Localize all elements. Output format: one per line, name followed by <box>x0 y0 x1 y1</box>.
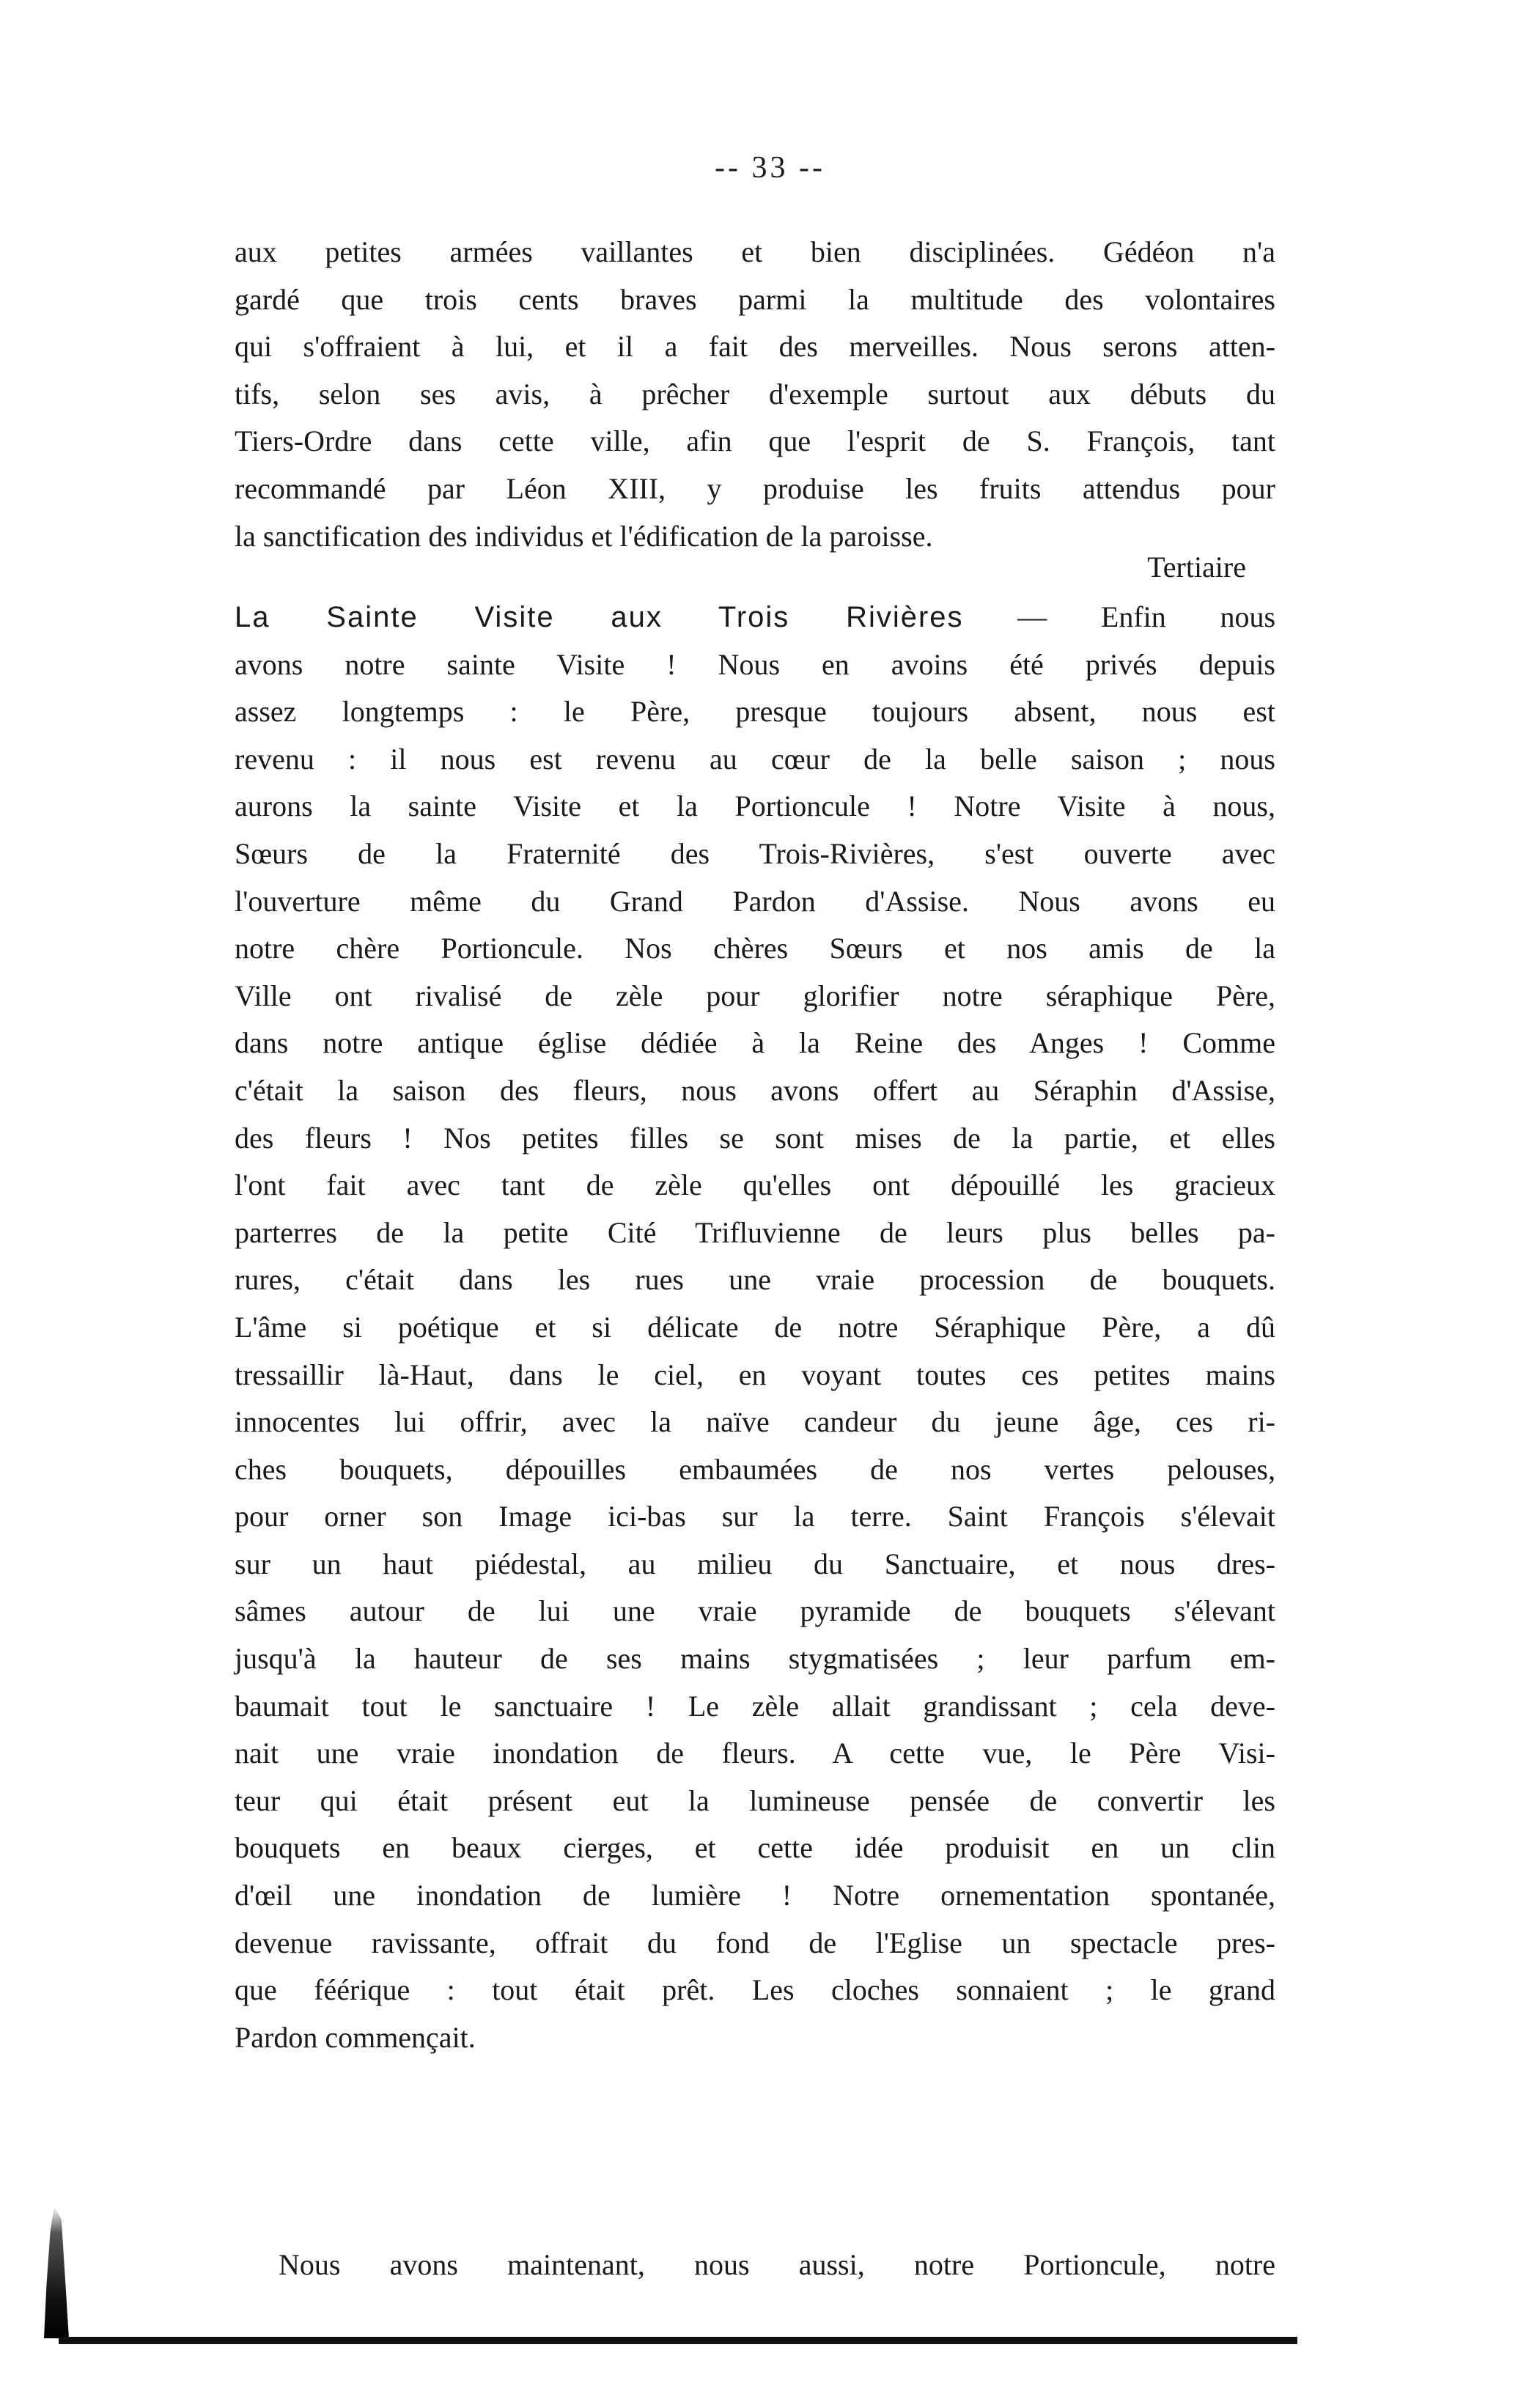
text-line: gardé que trois cents braves parmi la multitude des volontaires <box>235 282 1275 316</box>
text-line: Tiers-Ordre dans cette ville, afin que l'esprit de S. François, tant <box>235 424 1275 458</box>
text-line: assez longtemps : le Père, presque toujours absent, nous est <box>235 695 1275 729</box>
text-fragment: — Enfin nous <box>1017 600 1276 633</box>
text-line: l'ont fait avec tant de zèle qu'elles ont dépouillé les gracieux <box>235 1168 1275 1202</box>
text-line: ches bouquets, dépouilles embaumées de nos vertes pelouses, <box>235 1452 1275 1486</box>
text-line: pour orner son Image ici-bas sur la terre. Saint François s'élevait <box>235 1500 1275 1533</box>
text-line: dans notre antique église dédiée à la Reine des Anges ! Comme <box>235 1026 1275 1060</box>
text-line: l'ouverture même du Grand Pardon d'Assise. Nous avons eu <box>235 884 1275 918</box>
text-line: notre chère Portioncule. Nos chères Sœurs et nos amis de la <box>235 932 1275 965</box>
text-line: revenu : il nous est revenu au cœur de la belle saison ; nous <box>235 742 1275 776</box>
scan-artifact <box>44 2206 69 2338</box>
text-line: parterres de la petite Cité Trifluvienne de leurs plus belles pa- <box>235 1215 1275 1249</box>
paragraph-portioncule <box>235 2242 1275 2289</box>
page-bottom-rule <box>59 2337 1297 2344</box>
text-line: recommandé par Léon XIII, y produise les fruits attendus pour <box>235 471 1275 505</box>
text-line: bouquets en beaux cierges, et cette idée produisit en un clin <box>235 1831 1275 1865</box>
text-line: la sanctification des individus et l'édification de la paroisse. <box>235 519 933 553</box>
text-line: sâmes autour de lui une vraie pyramide de bouquets s'élevant <box>235 1594 1275 1628</box>
text-line: nait une vraie inondation de fleurs. A cette vue, le Père Visi- <box>235 1736 1275 1770</box>
text-line: L'âme si poétique et si délicate de notre Séraphique Père, a dû <box>235 1310 1275 1344</box>
text-line: innocentes lui offrir, avec la naïve candeur du jeune âge, ces ri- <box>235 1405 1275 1439</box>
text-line: teur qui était présent eut la lumineuse pensée de convertir les <box>235 1783 1275 1817</box>
page-number: -- 33 -- <box>715 151 825 185</box>
text-line: Nous avons maintenant, nous aussi, notre Portioncule, notre <box>279 2248 1275 2281</box>
text-line: avons notre sainte Visite ! Nous en avoins été privés depuis <box>235 647 1275 681</box>
text-line: qui s'offraient à lui, et il a fait des merveilles. Nous serons atten- <box>235 330 1275 364</box>
text-line: rures, c'était dans les rues une vraie procession de bouquets. <box>235 1263 1275 1297</box>
text-line: Ville ont rivalisé de zèle pour glorifier notre séraphique Père, <box>235 979 1275 1012</box>
text-line: baumait tout le sanctuaire ! Le zèle allait grandissant ; cela deve- <box>235 1689 1275 1723</box>
text-line: c'était la saison des fleurs, nous avons offert au Séraphin d'Assise, <box>235 1073 1275 1107</box>
text-line: aux petites armées vaillantes et bien disciplinées. Gédéon n'a <box>235 235 1275 268</box>
text-line: devenue ravissante, offrait du fond de l'Eglise un spectacle pres- <box>235 1926 1275 1959</box>
signature: Tertiaire <box>1147 550 1246 583</box>
text-line: tressaillir là-Haut, dans le ciel, en voyant toutes ces petites mains <box>235 1358 1275 1391</box>
text-line: Sœurs de la Fraternité des Trois-Rivières, s'est ouverte avec <box>235 836 1275 870</box>
text-line: des fleurs ! Nos petites filles se sont mises de la partie, et elles <box>235 1121 1275 1154</box>
paragraph-intro <box>235 229 1275 560</box>
text-line: sur un haut piédestal, au milieu du Sanctuaire, et nous dres- <box>235 1547 1275 1580</box>
text-line: tifs, selon ses avis, à prêcher d'exemple surtout aux débuts du <box>235 377 1275 410</box>
text-line: jusqu'à la hauteur de ses mains stygmatisées ; leur parfum em- <box>235 1642 1275 1676</box>
text-line: que féérique : tout était prêt. Les cloches sonnaient ; le grand <box>235 1973 1275 2007</box>
text-line <box>235 594 1275 641</box>
text-line: d'œil une inondation de lumière ! Notre ornementation spontanée, <box>235 1879 1275 1912</box>
text-line: aurons la sainte Visite et la Portioncule ! Notre Visite à nous, <box>235 789 1275 823</box>
section-title: La Sainte Visite aux Trois Rivières <box>235 601 964 633</box>
paragraph-sainte-visite <box>235 594 1275 2061</box>
text-line: Pardon commençait. <box>235 2020 476 2054</box>
